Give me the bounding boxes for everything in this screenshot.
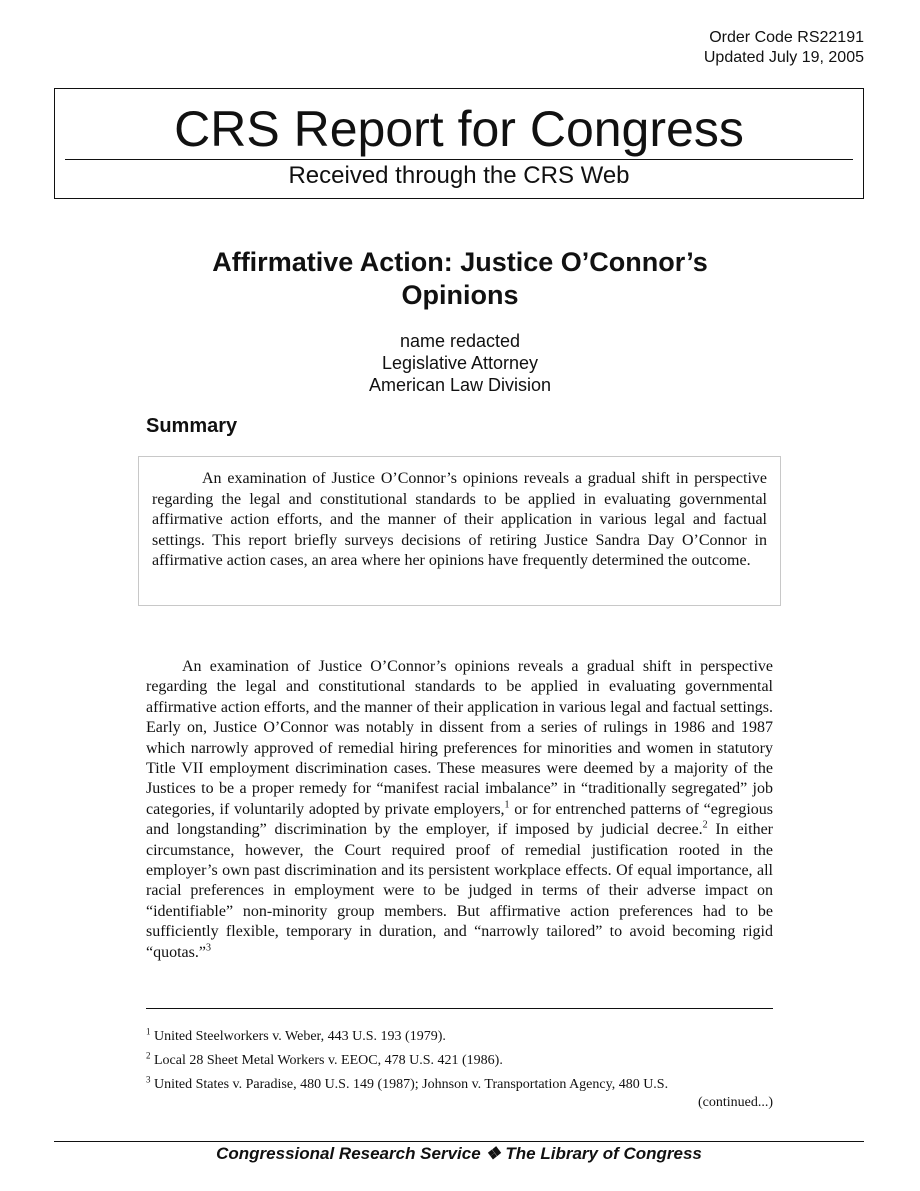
summary-heading: Summary — [146, 415, 238, 437]
footnote-ref-3[interactable]: 3 — [205, 942, 211, 954]
diamond-separator-icon: ❖ — [485, 1144, 501, 1163]
author-division: American Law Division — [368, 375, 552, 395]
author-block — [100, 330, 820, 396]
footer-crs: Congressional Research Service — [216, 1144, 481, 1163]
banner-title: CRS Report for Congress — [174, 101, 744, 157]
author-role: Legislative Attorney — [381, 353, 539, 373]
footnote-text: Local 28 Sheet Metal Workers v. EEOC, 478 U.S. 421 (1986). — [154, 1053, 503, 1068]
page-footer — [54, 1143, 864, 1165]
body-paragraph — [146, 657, 773, 963]
footnote-number: 1 — [146, 1026, 151, 1037]
summary-text: An examination of Justice O’Connor’s opinions reveals a gradual shift in perspective regarding the legal and constitutional standards to be applied in evaluating governmental affirmative action efforts, and the manner of their application in various legal and factual settings. This report briefly surveys decisions of retiring Justice Sandra Day O’Connor in affirmative action cases, an area where her opinions have frequently determined the outcome. — [152, 470, 767, 569]
report-title — [100, 246, 820, 312]
footnote-divider — [146, 1008, 773, 1009]
footer-library: The Library of Congress — [505, 1144, 702, 1163]
body-text-part-1: An examination of Justice O’Connor’s opinions reveals a gradual shift in perspective regarding the legal and constitutional standards to be applied in evaluating governmental affirmative action efforts, and the manner of their application in various legal and factual settings. Early on, Justice O’Connor was notably in dissent from a series of rulings in 1986 and 1987 which narrowly approved of remedial hiring preferences for minorities and women in statutory Title VII employment discrimination cases. These measures were deemed by a majority of the Justices to be a proper remedy for “manifest racial imbalance” in “traditionally segregated” job categories, if voluntarily adopted by private employers, — [146, 658, 773, 818]
report-title-line-1: Affirmative Action: Justice O’Connor’s — [212, 247, 708, 277]
continued-note: (continued...) — [697, 1095, 773, 1110]
footnote-number: 3 — [146, 1074, 151, 1085]
footer-divider — [54, 1141, 864, 1142]
body-text-part-2: or for entrenched patterns of “egregious and longstanding” discrimination by the employer, if imposed by judicial decree. — [146, 800, 773, 839]
updated-date: Updated July 19, 2005 — [703, 49, 864, 66]
body-text-part-3: In either circumstance, however, the Court required proof of remedial justification rooted in the employer’s own past discrimination and its persistent workplace effects. Of equal importance, all racial preferences in employment were to be judged in terms of their adverse impact on “identifiable” non-minority group members. But affirmative action preferences had to be sufficiently flexible, temporary in duration, and “narrowly tailored” to avoid becoming rigid “quotas.” — [146, 821, 773, 961]
footnote-ref-1[interactable]: 1 — [504, 799, 510, 811]
report-title-line-2: Opinions — [401, 280, 519, 310]
footnote-number: 2 — [146, 1050, 151, 1061]
banner-subtitle: Received through the CRS Web — [288, 162, 630, 189]
banner-divider — [65, 159, 853, 160]
footnote-2 — [146, 1052, 773, 1070]
footnote-text: United Steelworkers v. Weber, 443 U.S. 193 (1979). — [154, 1029, 446, 1044]
order-code: Order Code RS22191 — [709, 29, 864, 46]
footnote-1 — [146, 1028, 773, 1046]
order-code-block — [704, 28, 864, 68]
crs-banner — [54, 88, 864, 199]
author-name: name redacted — [399, 331, 521, 351]
footnote-ref-2[interactable]: 2 — [702, 819, 708, 831]
footnote-text: United States v. Paradise, 480 U.S. 149 (1987); Johnson v. Transportation Agency, 480 U.S. — [154, 1077, 669, 1092]
footnote-3 — [146, 1076, 773, 1094]
footnotes — [146, 1028, 773, 1112]
summary-box — [138, 456, 781, 606]
